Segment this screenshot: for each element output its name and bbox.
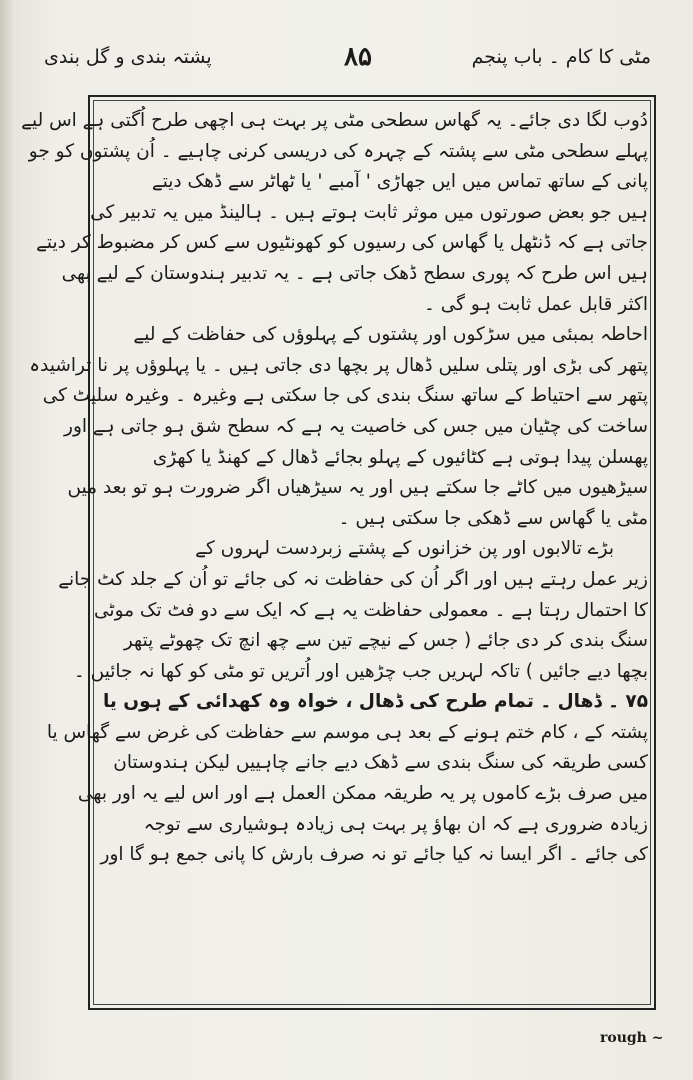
- text-line: پتھر کی بڑی اور پتلی سلیں ڈھال پر بچھا دی جاتی ہیں ۔ یا پہلوؤں پر نا تراشیدہ: [29, 354, 648, 376]
- text-line: احاطہ بمبئی میں سڑکوں اور پشتوں کے پہلوؤں کی حفاظت کے لیے: [133, 324, 648, 346]
- text-line: جاتی ہے کہ ڈنٹھل یا گھاس کی رسیوں کو کھونٹیوں سے کس کر مضبوط کر دیتے: [36, 232, 648, 254]
- text-line: میں صرف بڑے کاموں پر یہ طریقہ ممکن العمل ہے اور اس لیے یہ اور بھی: [77, 783, 648, 805]
- text-line: پشتہ کے ، کام ختم ہونے کے بعد ہی موسم سے حفاظت کی غرض سے گھاس یا: [46, 721, 648, 743]
- catchword: rough ~: [600, 1030, 664, 1046]
- text-line: پانی کے ساتھ تماس میں ایں جھاڑی ' آمبے ' یا ٹھاٹر سے ڈھک دیتے: [151, 171, 648, 193]
- text-line: اکثر قابل عمل ثابت ہو گی ۔: [424, 293, 648, 315]
- text-line: مٹی یا گھاس سے ڈھکی جا سکتی ہیں ۔: [338, 507, 648, 529]
- body-text: [21, 106, 648, 1001]
- section-heading-line: ۷۵ ۔ ڈھال ۔ تمام طرح کی ڈھال ، خواہ وہ کھدائی کے ہوں یا: [102, 691, 648, 713]
- text-line: ہیں اس طرح کہ پوری سطح ڈھک جاتی ہے ۔ یہ تدبیر ہندوستان کے لیے بھی: [61, 262, 648, 284]
- text-line: کا احتمال رہتا ہے ۔ معمولی حفاظت یہ ہے کہ ایک سے دو فٹ تک موٹی: [94, 599, 648, 621]
- header-chapter-title: مٹی کا کام ۔ باب پنجم: [471, 46, 651, 68]
- text-line: کسی طریقہ کی سنگ بندی سے ڈھک دیے جانے چاہییں لیکن ہندوستان: [113, 752, 648, 774]
- text-line: سیڑھیوں میں کاٹے جا سکتے ہیں اور یہ سیڑھیاں اگر ضرورت ہو تو بعد میں: [67, 477, 648, 499]
- text-line: زیر عمل رہتے ہیں اور اگر اُن کی حفاظت نہ کی جائے تو اُن کے جلد کٹ جانے: [58, 568, 648, 590]
- text-line: سنگ بندی کر دی جائے ( جس کے نیچے تین سے چھ انچ تک چھوٹے پتھر: [123, 630, 648, 652]
- text-line: زیادہ ضروری ہے کہ ان بھاؤ پر بہت ہی زیادہ ہوشیاری سے توجہ: [143, 813, 648, 835]
- text-line: پہلے سطحی مٹی سے پشتہ کے چہرہ کی دریسی کرنی چاہیے ۔ اُن پشتوں کو جو: [28, 140, 648, 162]
- running-header: [0, 42, 693, 82]
- text-line: بچھا دیے جائیں ) تاکہ لہریں جب چڑھیں اور اُتریں تو مٹی کو کھا نہ جائیں ۔: [73, 660, 648, 682]
- page-spine-shadow: [0, 0, 14, 1080]
- text-line: دُوب لگا دی جائے۔ یہ گھاس سطحی مٹی پر بہت ہی اچھی طرح اُگتی ہے اس لیے: [21, 110, 648, 131]
- text-line: بڑے تالابوں اور پن خزانوں کے پشتے زبردست لہروں کے: [195, 538, 614, 560]
- text-line: ساخت کی چٹیان میں جس کی خاصیت یہ ہے کہ سطح شق ہو جاتی ہے اور: [64, 415, 648, 437]
- text-line: کی جائے ۔ اگر ایسا نہ کیا جائے تو نہ صرف بارش کا پانی جمع ہو گا اور: [100, 844, 648, 866]
- text-line: ہیں جو بعض صورتوں میں موثر ثابت ہوتے ہیں ۔ ہالینڈ میں یہ تدبیر کی: [90, 201, 648, 223]
- page-number: ۸۵: [344, 42, 372, 72]
- text-line: پھسلن پیدا ہوتی ہے کٹائیوں کے پہلو بجائے ڈھال کے کھنڈ یا کھڑی: [152, 446, 648, 468]
- text-line: پتھر سے احتیاط کے ساتھ سنگ بندی کی جا سکتی ہے وغیرہ ۔ وغیرہ سلیٹ کی: [42, 385, 648, 407]
- header-section-title: پشتہ بندی و گل بندی: [44, 46, 212, 68]
